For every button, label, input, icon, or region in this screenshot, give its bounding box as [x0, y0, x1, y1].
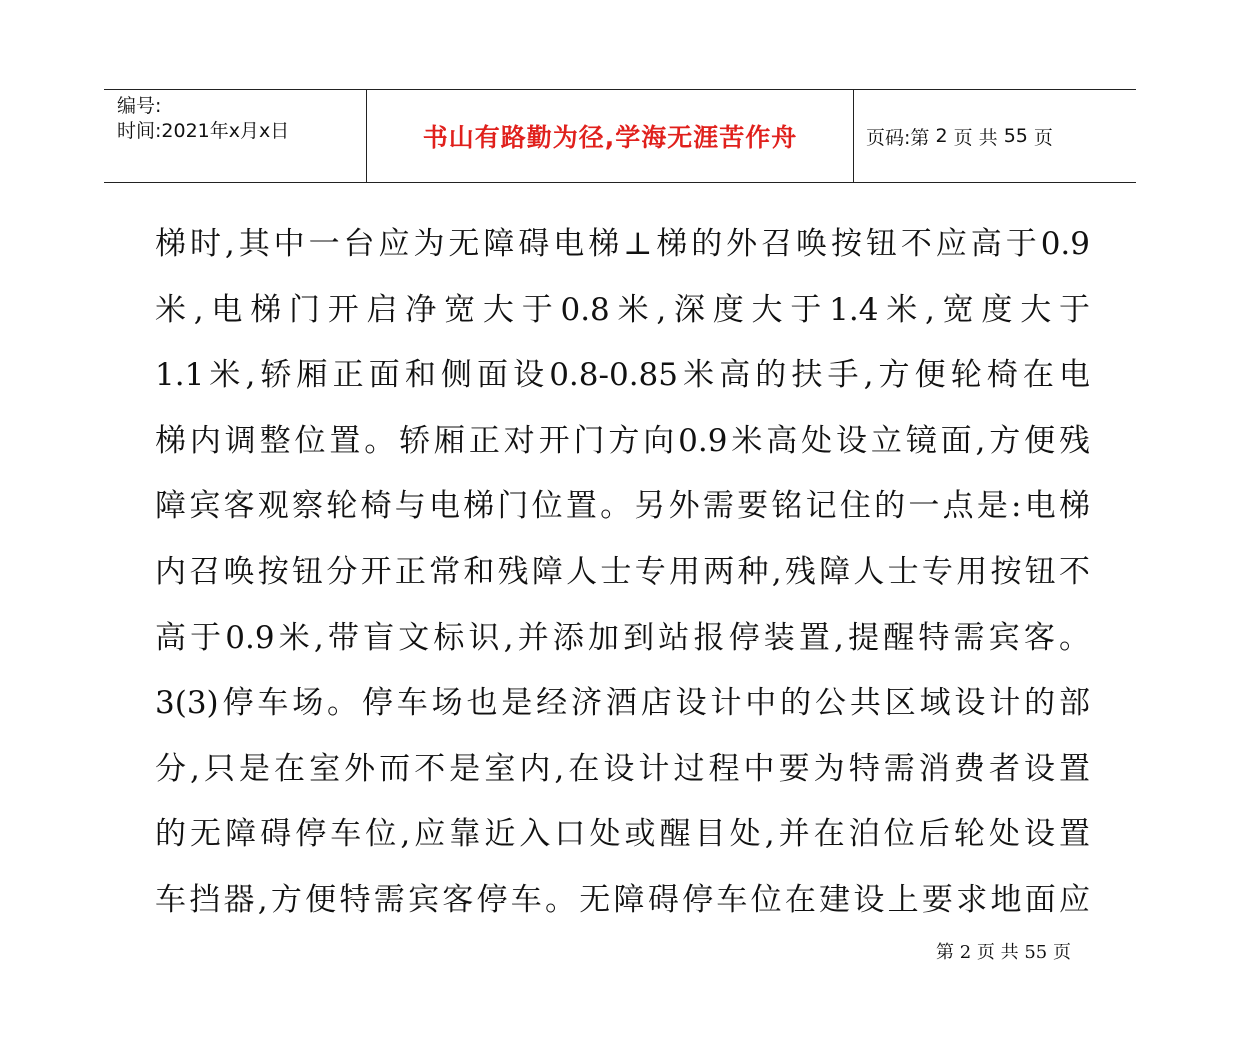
page-label: 页码:第 — [866, 126, 930, 149]
body-line: 车挡器,方便特需宾客停车。无障碍停车位在建设上要求地面应 — [155, 881, 1090, 918]
document-header — [104, 89, 1136, 183]
body-line: 梯时,其中一台应为无障碍电梯⊥梯的外召唤按钮不应高于0.9 — [155, 226, 1090, 262]
page-suffix: 页 — [1033, 126, 1053, 149]
body-line: 米,电梯门开启净宽大于0.8米,深度大于1.4米,宽度大于 — [155, 291, 1090, 328]
body-line: 分,只是在室外而不是室内,在设计过程中要为特需消费者设置 — [155, 750, 1090, 787]
page-current: 2 — [935, 125, 948, 147]
body-line: 的无障碍停车位,应靠近入口处或醒目处,并在泊位后轮处设置 — [155, 816, 1090, 853]
page-mid: 页 共 — [953, 126, 998, 149]
header-page-info — [854, 90, 1136, 182]
body-line: 高于0.9米,带盲文标识,并添加到站报停装置,提醒特需宾客。 — [155, 619, 1090, 656]
serial-number-label: 编号: — [117, 95, 162, 117]
header-motto: 书山有路勤为径,学海无涯苦作舟 — [367, 90, 854, 182]
body-line: 1.1米,轿厢正面和侧面设0.8-0.85米高的扶手,方便轮椅在电 — [155, 357, 1090, 394]
page-total: 55 — [1003, 125, 1028, 147]
body-line: 内召唤按钮分开正常和残障人士专用两种,残障人士专用按钮不 — [155, 553, 1090, 590]
header-meta — [104, 90, 367, 182]
page-footer: 第 2 页 共 55 页 — [936, 942, 1071, 963]
body-line: 3(3)停车场。停车场也是经济酒店设计中的公共区域设计的部 — [155, 685, 1090, 722]
time-label: 时间:2021年x月x日 — [117, 120, 290, 142]
body-text — [155, 212, 1090, 934]
body-line: 梯内调整位置。轿厢正对开门方向0.9米高处设立镜面,方便残 — [155, 422, 1090, 459]
body-line: 障宾客观察轮椅与电梯门位置。另外需要铭记住的一点是:电梯 — [155, 488, 1090, 525]
